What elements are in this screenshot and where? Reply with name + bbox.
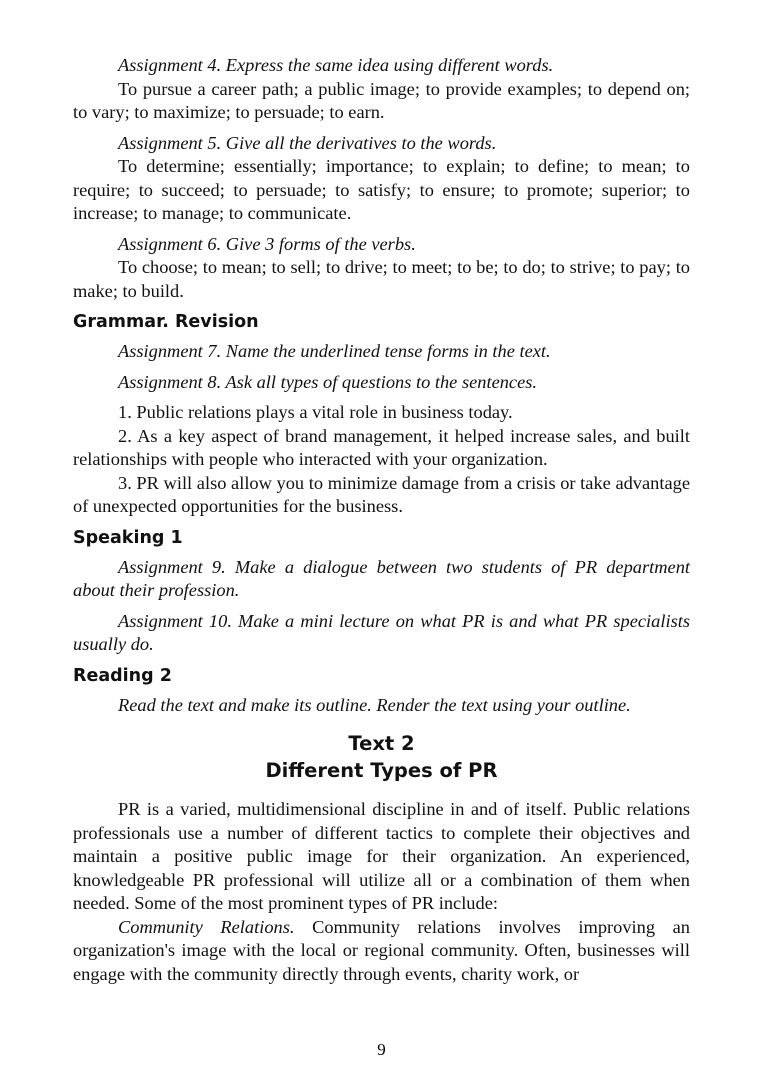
- assignment-9: Assignment 9. Make a dialogue between two students of PR department about their profession.: [73, 556, 690, 600]
- reading-instruction: Read the text and make its outline. Render the text using your outline.: [118, 694, 631, 715]
- page-content: [73, 54, 690, 986]
- assignment-6-words: To choose; to mean; to sell; to drive; to meet; to be; to do; to strive; to pay; to make; to build.: [73, 257, 690, 301]
- text-paragraph-2: [73, 916, 690, 987]
- text-title: Different Types of PR: [265, 759, 498, 782]
- text-paragraph-1: PR is a varied, multidimensional discipline in and of itself. Public relations professionals use a number of different tactics to complete their objectives and maintain a positive public image for their organization. An experienced, knowledgeable PR professional will utilize all or a combination of them when needed. Some of the most prominent types of PR include:: [73, 799, 690, 913]
- community-relations-lead: Community Relations.: [118, 916, 295, 937]
- grammar-heading: Grammar. Revision: [73, 312, 259, 332]
- sentence-3: 3. PR will also allow you to minimize damage from a crisis or take advantage of unexpected opportunities for the business.: [73, 472, 690, 516]
- speaking-heading: Speaking 1: [73, 527, 183, 548]
- assignment-7: Assignment 7. Name the underlined tense forms in the text.: [118, 341, 551, 361]
- assignment-4: Assignment 4. Express the same idea using different words.: [118, 55, 554, 75]
- sentence-2: 2. As a key aspect of brand management, it helped increase sales, and built relationships with people who interacted with your organization.: [73, 425, 690, 469]
- community-relations-body: Community relations involves improving an organization's image with the local or regional community. Often, businesses will engage with the community directly through events, charity work, or: [73, 916, 690, 984]
- assignment-4-words: To pursue a career path; a public image; to provide examples; to depend on; to vary; to maximize; to persuade; to earn.: [73, 78, 690, 122]
- sentence-1: 1. Public relations plays a vital role in business today.: [118, 402, 513, 422]
- reading-heading: Reading 2: [73, 665, 172, 686]
- text-label: Text 2: [348, 732, 415, 755]
- page-number: 9: [377, 1040, 386, 1059]
- text-title-block: [73, 730, 690, 784]
- assignment-10: Assignment 10. Make a mini lecture on what PR is and what PR specialists usually do.: [73, 610, 690, 654]
- assignment-8: Assignment 8. Ask all types of questions to the sentences.: [118, 371, 538, 392]
- assignment-5-words: To determine; essentially; importance; to explain; to define; to mean; to require; to succeed; to persuade; to satisfy; to ensure; to promote; superior; to increase; to manage; to communicate.: [73, 156, 690, 223]
- assignment-6: Assignment 6. Give 3 forms of the verbs.: [118, 233, 416, 254]
- assignment-5: Assignment 5. Give all the derivatives to the words.: [118, 132, 497, 153]
